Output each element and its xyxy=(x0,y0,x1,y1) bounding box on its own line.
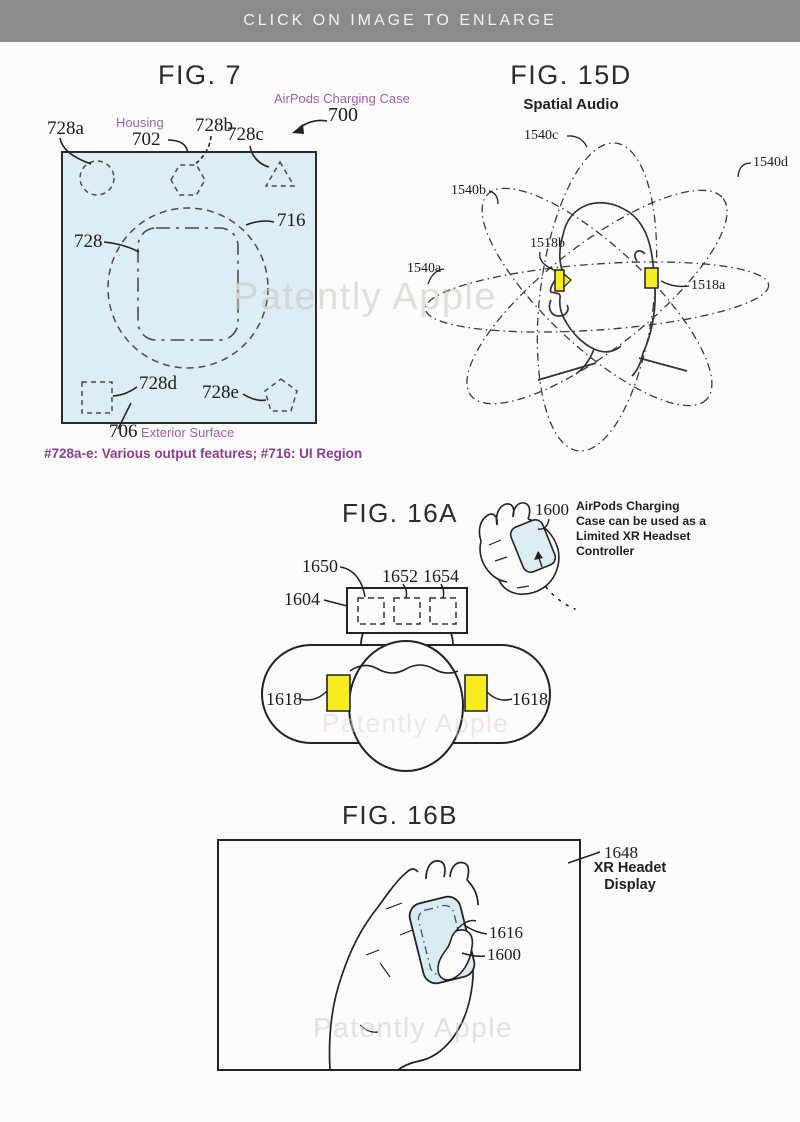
fig16a-annotation-line2: Case can be used as a xyxy=(576,514,707,528)
charging-case-16a xyxy=(508,517,558,574)
label-1518a: 1518a xyxy=(691,278,726,293)
label-exterior-surface: Exterior Surface xyxy=(141,425,235,440)
fig16b-title: FIG. 16B xyxy=(341,800,459,830)
label-706: 706 xyxy=(109,421,138,442)
label-1600-16b: 1600 xyxy=(487,945,521,964)
label-1600-16a: 1600 xyxy=(535,500,569,519)
fig16b-annotation-line1: XR Headet xyxy=(593,860,667,876)
fig16a-title: FIG. 16A xyxy=(341,498,459,528)
enlarge-banner-text: CLICK ON IMAGE TO ENLARGE xyxy=(243,12,557,29)
earbud-left xyxy=(555,270,564,291)
fig7-title: FIG. 7 xyxy=(157,60,242,90)
label-728b: 728b xyxy=(195,115,233,136)
label-1604: 1604 xyxy=(284,589,320,609)
earbud-left-tip xyxy=(564,274,571,287)
label-housing: Housing xyxy=(116,115,164,130)
ear-speaker-left xyxy=(327,675,350,711)
label-728c: 728c xyxy=(227,124,264,145)
label-1518b: 1518b xyxy=(530,236,565,251)
fig7-annotation: AirPods Charging Case xyxy=(274,91,410,106)
label-1652: 1652 xyxy=(382,566,418,586)
fig7-arrow-700 xyxy=(292,124,304,134)
fig16b-annotation-line2: Display xyxy=(604,877,656,893)
watermark-3: Patently Apple xyxy=(313,1012,514,1043)
label-1654: 1654 xyxy=(423,566,459,586)
label-728a: 728a xyxy=(47,118,84,139)
enlarge-banner xyxy=(0,0,800,42)
fig16a-annotation xyxy=(576,499,706,559)
watermark-1: Patently Apple xyxy=(233,276,497,318)
fig16a-annotation-line3: Limited XR Headset xyxy=(576,529,691,543)
fig7-caption: #728a-e: Various output features; #716: UI Region xyxy=(44,446,363,461)
label-728: 728 xyxy=(74,231,103,252)
fig15d-subtitle: Spatial Audio xyxy=(523,96,619,113)
ear-speaker-right xyxy=(465,675,487,711)
head-top-view xyxy=(349,641,463,771)
fig16b-annotation xyxy=(584,860,676,894)
label-716: 716 xyxy=(277,210,306,231)
label-1618-left: 1618 xyxy=(266,689,302,709)
label-1650: 1650 xyxy=(302,556,338,576)
label-1648: 1648 xyxy=(604,843,638,862)
fig16a-annotation-line1: AirPods Charging xyxy=(576,499,680,513)
watermark-2: Patently Apple xyxy=(322,708,510,738)
fig16a-drawing xyxy=(255,495,565,795)
label-728d: 728d xyxy=(139,373,177,394)
label-1540b: 1540b xyxy=(451,183,486,198)
earbud-right xyxy=(645,268,658,288)
label-728e: 728e xyxy=(202,382,239,403)
label-1616: 1616 xyxy=(489,923,523,942)
label-700: 700 xyxy=(328,104,358,126)
label-702: 702 xyxy=(132,129,161,150)
label-1540a: 1540a xyxy=(407,261,442,276)
fig15d-title: FIG. 15D xyxy=(510,60,632,90)
label-1540d: 1540d xyxy=(753,155,788,170)
label-1540c: 1540c xyxy=(524,128,559,143)
label-1618-right: 1618 xyxy=(512,689,548,709)
fig16a-annotation-line4: Controller xyxy=(576,544,635,558)
